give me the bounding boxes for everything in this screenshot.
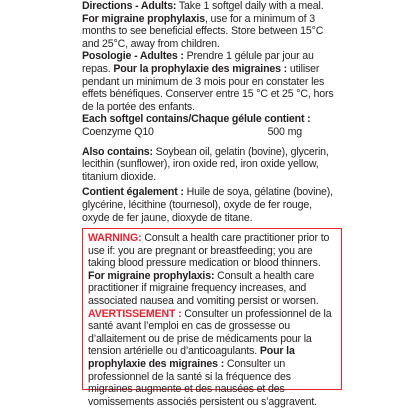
warning-fr bbox=[88, 308, 337, 409]
also-contains-en-heading: Also contains: bbox=[82, 145, 153, 158]
directions-en-text: Take 1 softgel daily with a meal. bbox=[176, 0, 324, 12]
also-contains-fr-heading: Contient également : bbox=[82, 186, 184, 199]
warning-en-migraine-text: Consult a health care practitioner if migraine frequency increases, and associated nausea and vomiting persist or worsen. bbox=[88, 269, 319, 308]
directions-fr bbox=[82, 50, 342, 113]
contents-section bbox=[82, 113, 342, 138]
directions-fr-text: Prendre 1 gélule par jour au repas. bbox=[82, 50, 314, 75]
ingredient-row bbox=[82, 126, 342, 139]
directions-fr-migraine-text: utiliser pendant un minimum de 3 mois pour en constater les effets bénéfiques. Conserver entre 15 °C et 25 °C, hors de la portée des enfants. bbox=[82, 62, 334, 113]
also-contains-fr bbox=[82, 186, 342, 224]
warning-fr-migraine-text: Consulter un professionnel de la santé si la fréquence des migraines augmente et des nausées et des vomissements associés persistent ou s’aggravent. bbox=[88, 358, 317, 408]
warning-box bbox=[82, 228, 342, 408]
warning-en-heading: WARNING: bbox=[88, 232, 142, 245]
also-contains-fr-text: Huile de soya, gélatine (bovine), glycérine, lécithine (tournesol), oxyde de fer rouge, oxyde de fer jaune, dioxyde de titane. bbox=[82, 186, 333, 224]
directions-fr-heading: Posologie - Adultes : bbox=[82, 50, 184, 63]
ingredient-dose: 500 mg bbox=[267, 125, 302, 138]
contents-heading: Each softgel contains/Chaque gélule contient : bbox=[82, 113, 311, 126]
ingredient-name: Coenzyme Q10 bbox=[82, 125, 154, 138]
also-contains-en-text: Soybean oil, gelatin (bovine), glycerin, lecithin (sunflower), iron oxide red, iron oxide yellow, titanium dioxide. bbox=[82, 145, 329, 183]
product-label bbox=[82, 0, 342, 416]
warning-fr-migraine-heading: Pour la prophylaxie des migraines : bbox=[88, 345, 295, 371]
warning-en bbox=[88, 232, 337, 308]
directions-en-migraine-heading: For migraine prophylaxis bbox=[82, 12, 205, 25]
warning-en-migraine-heading: For migraine prophylaxis: bbox=[88, 269, 215, 282]
warning-fr-heading: AVERTISSEMENT : bbox=[88, 307, 182, 320]
warning-en-text: Consult a health care practitioner prior to use if: you are pregnant or breastfeeding; you are taking blood pressure medication or blood thinners. bbox=[88, 232, 330, 270]
directions-en-migraine-text: , use for a minimum of 3 months to see beneficial effects. Store between 15°C and 25°C, away from children. bbox=[82, 12, 324, 50]
also-contains-en bbox=[82, 146, 342, 184]
warning-fr-text: Consulter un professionnel de la santé avant l’emploi en cas de grossesse ou d’allaitement ou de prise de médicaments pour la tension artérielle ou d’anticoagulants. bbox=[88, 307, 332, 358]
directions-fr-migraine-heading: Pour la prophylaxie des migraines : bbox=[113, 62, 288, 75]
directions-en bbox=[82, 0, 342, 50]
directions-en-heading: Directions - Adults: bbox=[82, 0, 177, 12]
